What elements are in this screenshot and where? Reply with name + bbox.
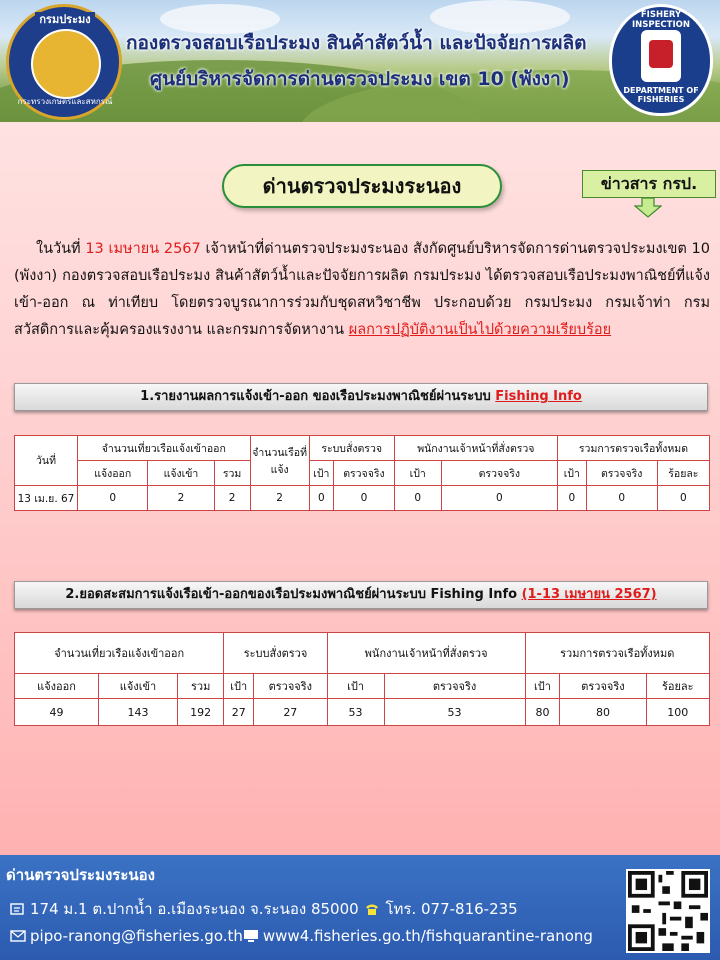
news-paragraph <box>14 236 710 344</box>
emblem-icon <box>31 29 101 99</box>
para-body: เจ้าหน้าที่ด่านตรวจประมงระนอง สังกัดศูนย์บริหารจัดการด่านตรวจประมงเขต 10 (พังงา) กองตรวจสอบเรือประมง สินค้าสัตว์น้ำและปัจจัยการผลิต กรมประมง ได้ตรวจสอบเรือประมงพาณิชย์ที่แจ้งเข้า-ออก ณ ท่าเทียบ โดยตรวจบูรณาการร่วมกับชุดสหวิชาชีพ ประกอบด้วย กรมประมง กรมเจ้าท่า กรมสวัสดิการและคุ้มครองแรงงาน และกรมการจัดหางาน <box>14 241 710 338</box>
table-cell: 2 <box>250 486 309 511</box>
table-cell: 53 <box>384 699 525 726</box>
sub-header: แจ้งออก <box>78 461 148 486</box>
table-cell: 0 <box>657 486 709 511</box>
header-banner <box>0 0 720 122</box>
sub-header: เป้า <box>224 674 254 699</box>
sub-header: ร้อยละ <box>657 461 709 486</box>
footer <box>0 855 720 960</box>
sub-header: ตรวจจริง <box>560 674 646 699</box>
footer-email[interactable]: pipo-ranong@fisheries.go.th <box>30 927 243 945</box>
table-cell: 27 <box>224 699 254 726</box>
sub-header: แจ้งเข้า <box>99 674 178 699</box>
sub-header: เป้า <box>525 674 560 699</box>
footer-address: 174 ม.1 ต.ปากน้ำ อ.เมืองระนอง จ.ระนอง 85000 <box>30 900 364 918</box>
sub-header: ร้อยละ <box>646 674 709 699</box>
sub-header: เป้า <box>327 674 384 699</box>
table-cell: 0 <box>557 486 586 511</box>
cell-date: 13 เม.ย. 67 <box>15 486 78 511</box>
sub-header: ตรวจจริง <box>586 461 657 486</box>
footer-address-line <box>10 897 518 921</box>
table-cell: 0 <box>394 486 441 511</box>
sub-header: ตรวจจริง <box>254 674 328 699</box>
th-date: วันที่ <box>15 436 78 486</box>
section2-table <box>14 632 710 726</box>
table-cell: 0 <box>309 486 334 511</box>
header-title-line2: ศูนย์บริหารจัดการด่านตรวจประมง เขต 10 (พังงา) <box>150 68 570 90</box>
table-cell: 100 <box>646 699 709 726</box>
sub-header: ตรวจจริง <box>441 461 557 486</box>
table-row <box>15 486 710 511</box>
sub-header: รวม <box>214 461 250 486</box>
th-trips: จำนวนเที่ยวเรือแจ้งเข้าออก <box>78 436 251 461</box>
footer-office-name: ด่านตรวจประมงระนอง <box>6 866 155 884</box>
table-cell: 0 <box>78 486 148 511</box>
th-officer-order: พนักงานเจ้าหน้าที่สั่งตรวจ <box>327 633 525 674</box>
news-label: ข่าวสาร กรป. <box>582 170 716 198</box>
table-cell: 80 <box>560 699 646 726</box>
sub-header: แจ้งออก <box>15 674 99 699</box>
section2-period: (1-13 เมษายน 2567) <box>521 587 657 602</box>
table-cell: 49 <box>15 699 99 726</box>
computer-icon <box>243 929 259 943</box>
logo-right-bottom-text: DEPARTMENT OF FISHERIES <box>623 86 699 104</box>
fishery-inspection-logo <box>605 2 717 120</box>
fisheries-department-logo <box>6 4 122 120</box>
table-cell: 0 <box>586 486 657 511</box>
th-system-order: ระบบสั่งตรวจ <box>224 633 327 674</box>
sub-header: รวม <box>177 674 223 699</box>
address-icon <box>10 902 26 916</box>
logo-right-top-text: FISHERY INSPECTION <box>632 10 690 30</box>
sub-header: ตรวจจริง <box>384 674 525 699</box>
para-date: 13 เมษายน 2567 <box>85 241 201 257</box>
table-cell: 2 <box>148 486 214 511</box>
footer-website[interactable]: www4.fisheries.go.th/fishquarantine-ranong <box>262 927 593 945</box>
sub-header: เป้า <box>394 461 441 486</box>
phone-icon <box>363 902 381 916</box>
header-title-line1: กองตรวจสอบเรือประมง สินค้าสัตว์น้ำ และปัจจัยการผลิต <box>126 32 587 54</box>
section1-table <box>14 435 710 511</box>
th-trips: จำนวนเที่ยวเรือแจ้งเข้าออก <box>15 633 224 674</box>
sub-header: เป้า <box>309 461 334 486</box>
th-total: รวมการตรวจเรือทั้งหมด <box>557 436 709 461</box>
section1-title-bar <box>14 383 708 411</box>
footer-phone[interactable]: โทร. 077-816-235 <box>385 900 518 918</box>
sub-header: ตรวจจริง <box>334 461 395 486</box>
badge-icon <box>641 30 681 82</box>
para-intro: ในวันที่ <box>36 241 86 257</box>
table-cell: 0 <box>334 486 395 511</box>
table-row <box>15 699 710 726</box>
table-cell: 53 <box>327 699 384 726</box>
section1-title: 1.รายงานผลการแจ้งเข้า-ออก ของเรือประมงพาณิชย์ผ่านระบบ <box>140 389 496 404</box>
table-cell: 2 <box>214 486 250 511</box>
station-title: ด่านตรวจประมงระนอง <box>222 164 502 208</box>
th-boats: จำนวนเรือที่แจ้ง <box>250 436 309 486</box>
email-icon <box>10 929 26 943</box>
down-arrow-icon <box>634 198 662 218</box>
logo-left-bottom-text: กระทรวงเกษตรและสหกรณ์ <box>17 97 113 106</box>
table-cell: 80 <box>525 699 560 726</box>
sub-header: แจ้งเข้า <box>148 461 214 486</box>
footer-contact-line <box>10 927 593 945</box>
section2-title-bar <box>14 581 708 609</box>
th-total: รวมการตรวจเรือทั้งหมด <box>525 633 709 674</box>
table-cell: 143 <box>99 699 178 726</box>
table-cell: 192 <box>177 699 223 726</box>
th-system-order: ระบบสั่งตรวจ <box>309 436 394 461</box>
section1-system: Fishing Info <box>495 389 582 404</box>
section2-title: 2.ยอดสะสมการแจ้งเรือเข้า-ออกของเรือประมงพาณิชย์ผ่านระบบ Fishing Info <box>65 587 522 602</box>
table-cell: 27 <box>254 699 328 726</box>
sub-header: เป้า <box>557 461 586 486</box>
para-result: ผลการปฏิบัติงานเป็นไปด้วยความเรียบร้อย <box>348 322 612 338</box>
table-cell: 0 <box>441 486 557 511</box>
qr-code-icon <box>626 869 710 953</box>
th-officer-order: พนักงานเจ้าหน้าที่สั่งตรวจ <box>394 436 557 461</box>
logo-left-top-text: กรมประมง <box>35 12 95 28</box>
